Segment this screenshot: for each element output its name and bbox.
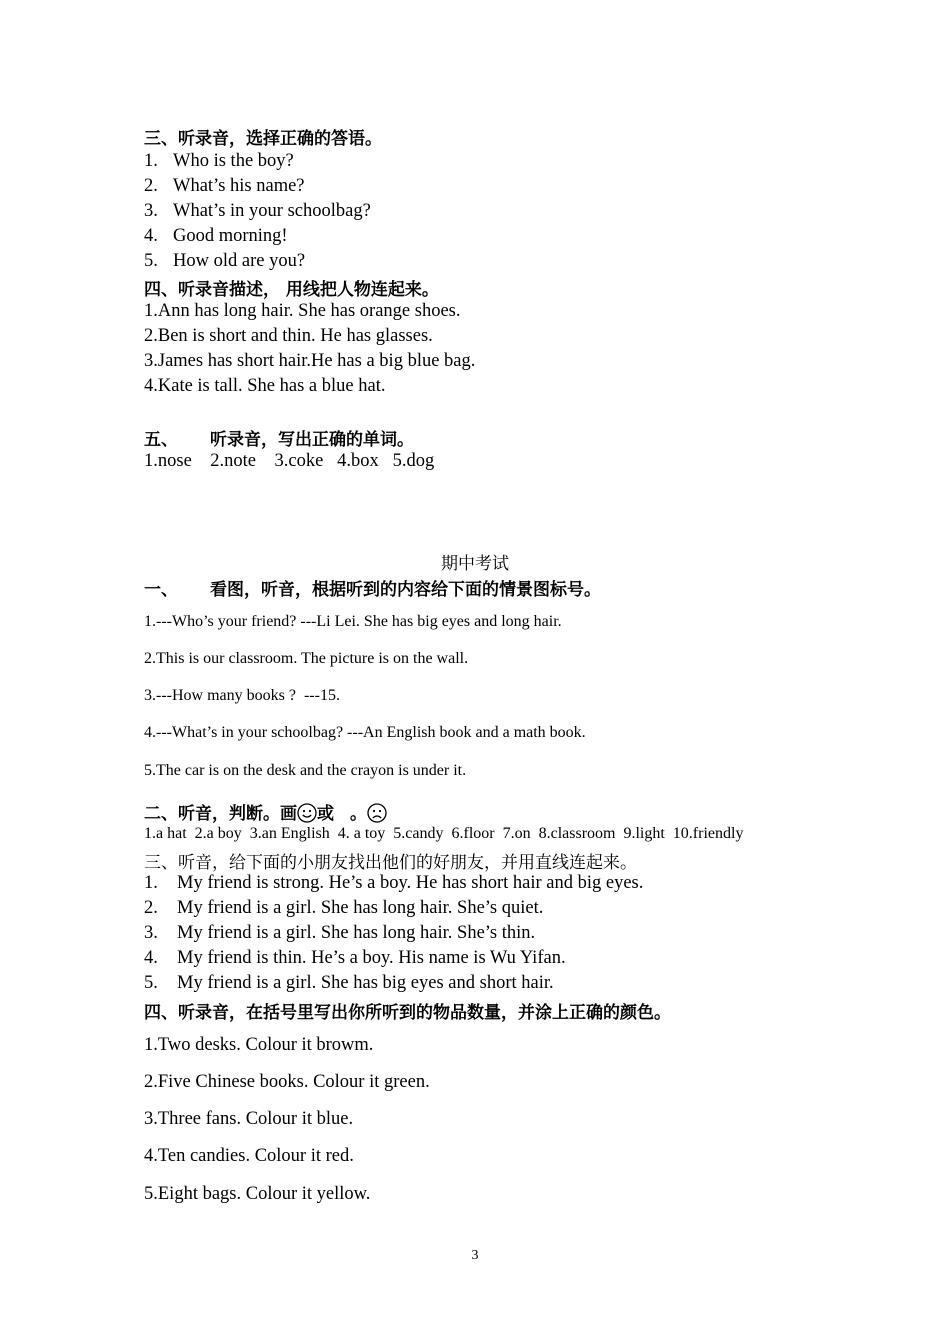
list-item: 1.---Who’s your friend? ---Li Lei. She has big eyes and long hair. <box>144 613 562 630</box>
word-list: 1.nose 2.note 3.coke 4.box 5.dog <box>144 451 435 471</box>
page-number: 3 <box>471 1248 479 1263</box>
list-item: 4. Good morning! <box>144 226 288 246</box>
word-list: 1.a hat 2.a boy 3.an English 4. a toy 5.candy 6.floor 7.on 8.classroom 9.light 10.friendly <box>144 825 744 842</box>
list-item: 1. Who is the boy? <box>144 151 294 171</box>
list-item: 4.Ten candies. Colour it red. <box>144 1146 354 1166</box>
list-item: 3. What’s in your schoolbag? <box>144 201 371 221</box>
section4-heading: 四、听录音描述， 用线把人物连起来。 <box>144 280 439 300</box>
list-item: 3.James has short hair.He has a big blue bag. <box>144 351 476 371</box>
section5-heading: 五、 听录音，写出正确的单词。 <box>144 430 414 450</box>
list-item: 2.Five Chinese books. Colour it green. <box>144 1072 430 1092</box>
list-item: 1. My friend is strong. He’s a boy. He has short hair and big eyes. <box>144 873 644 893</box>
list-item: 2. What’s his name? <box>144 176 305 196</box>
list-item: 5. How old are you? <box>144 251 306 271</box>
list-item: 3.Three fans. Colour it blue. <box>144 1109 354 1129</box>
page-title: 期中考试 <box>441 554 509 574</box>
part3-heading: 三、听音，给下面的小朋友找出他们的好朋友，并用直线连起来。 <box>144 853 637 873</box>
list-item: 4. My friend is thin. He’s a boy. His name is Wu Yifan. <box>144 948 566 968</box>
list-item: 5. My friend is a girl. She has big eyes and short hair. <box>144 973 554 993</box>
list-item: 4.---What’s in your schoolbag? ---An English book and a math book. <box>144 724 586 741</box>
part4-heading: 四、听录音，在括号里写出你所听到的物品数量，并涂上正确的颜色。 <box>144 1003 671 1023</box>
part2-heading: 二、听音，判断。画 或 。 <box>144 799 387 828</box>
list-item: 1.Ann has long hair. She has orange shoes. <box>144 301 461 321</box>
list-item: 3.---How many books ? ---15. <box>144 687 340 704</box>
list-item: 2.This is our classroom. The picture is on the wall. <box>144 650 469 667</box>
list-item: 4.Kate is tall. She has a blue hat. <box>144 376 386 396</box>
section3-heading: 三、听录音，选择正确的答语。 <box>144 129 382 149</box>
list-item: 5.The car is on the desk and the crayon is under it. <box>144 762 467 779</box>
list-item: 3. My friend is a girl. She has long hair. She’s thin. <box>144 923 536 943</box>
list-item: 1.Two desks. Colour it browm. <box>144 1035 374 1055</box>
part1-heading: 一、 看图，听音，根据听到的内容给下面的情景图标号。 <box>144 580 601 600</box>
list-item: 5.Eight bags. Colour it yellow. <box>144 1184 371 1204</box>
list-item: 2. My friend is a girl. She has long hair. She’s quiet. <box>144 898 544 918</box>
list-item: 2.Ben is short and thin. He has glasses. <box>144 326 433 346</box>
